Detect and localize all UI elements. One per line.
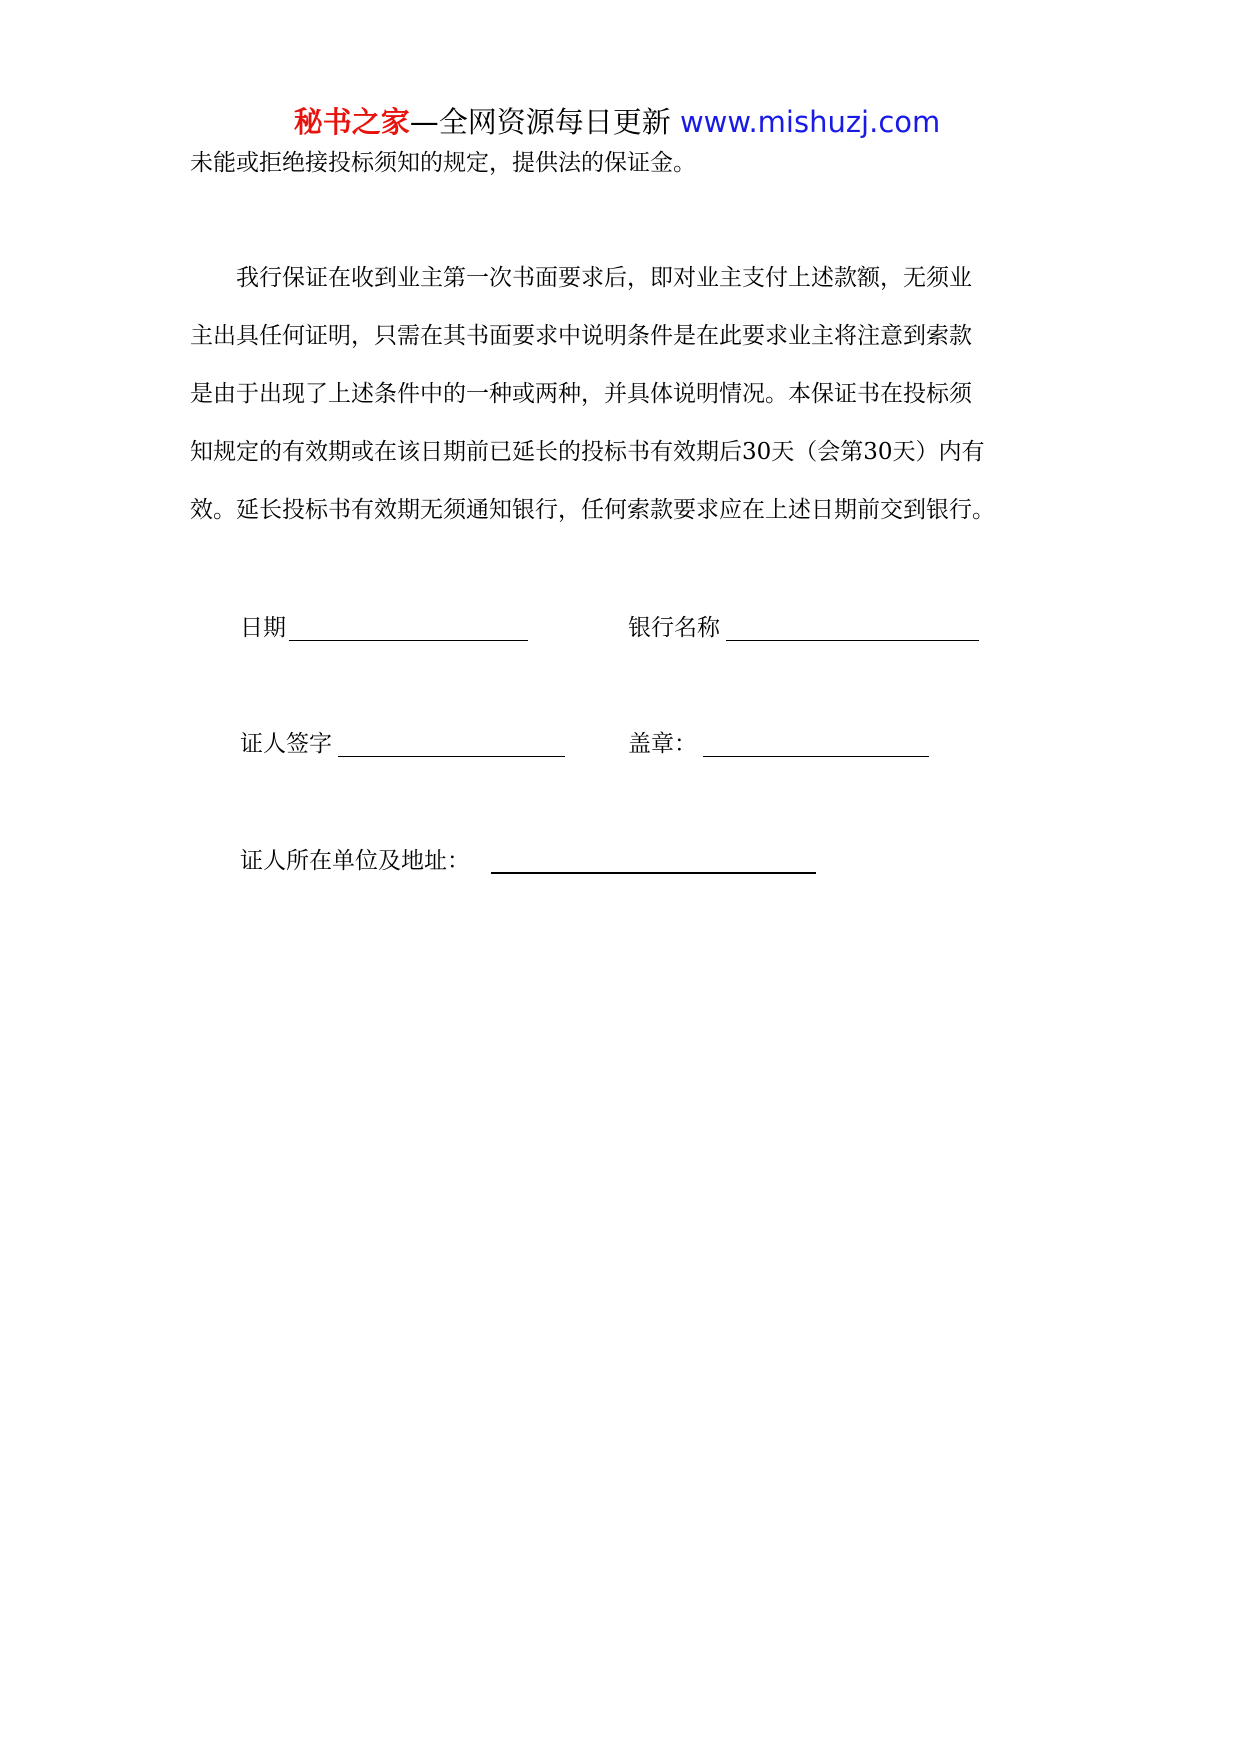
paragraph-line: 效。延长投标书有效期无须通知银行，任何索款要求应在上述日期前交到银行。	[190, 497, 995, 523]
date-blank-line[interactable]	[289, 640, 528, 641]
paragraph-line: 我行保证在收到业主第一次书面要求后，即对业主支付上述款额，无须业	[190, 265, 972, 291]
site-url-link[interactable]: www.mishuzj.com	[679, 105, 941, 139]
date-label: 日期	[240, 615, 286, 641]
paragraph-line: 是由于出现了上述条件中的一种或两种，并具体说明情况。本保证书在投标须	[190, 381, 972, 407]
witness-address-label: 证人所在单位及地址：	[240, 848, 470, 874]
bank-name-label: 银行名称	[628, 615, 720, 641]
header-slogan: —全网资源每日更新	[409, 105, 680, 139]
bank-name-blank-line[interactable]	[726, 640, 979, 641]
paragraph-line: 知规定的有效期或在该日期前已延长的投标书有效期后30天（会第30天）内有	[190, 439, 985, 465]
seal-label: 盖章：	[628, 731, 697, 757]
paragraph-line: 主出具任何证明，只需在其书面要求中说明条件是在此要求业主将注意到索款	[190, 323, 972, 349]
body-line-1: 未能或拒绝接投标须知的规定，提供法的保证金。	[190, 150, 696, 176]
site-header	[0, 102, 1234, 142]
brand-name: 秘书之家	[293, 105, 410, 139]
witness-signature-blank-line[interactable]	[338, 756, 565, 757]
seal-blank-line[interactable]	[703, 756, 929, 757]
witness-address-blank-line[interactable]	[491, 872, 816, 874]
witness-signature-label: 证人签字	[240, 731, 332, 757]
